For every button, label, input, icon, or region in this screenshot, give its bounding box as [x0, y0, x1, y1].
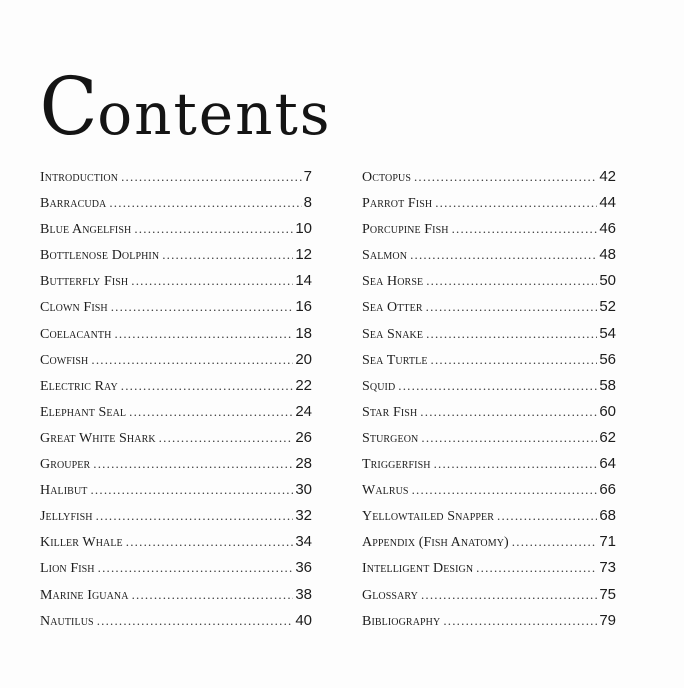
toc-entry-title: Cowfish	[40, 352, 89, 368]
toc-entry-page-number: 10	[295, 220, 312, 238]
dot-leader	[412, 482, 598, 498]
toc-entry-title: Salmon	[362, 248, 408, 264]
toc-entry-page-number: 50	[599, 272, 616, 290]
toc-entry-title: Sea Otter	[362, 300, 423, 316]
dot-leader	[109, 195, 301, 211]
toc-entry-title: Sturgeon	[362, 430, 419, 446]
toc-entry-page-number: 48	[599, 246, 616, 264]
toc-entry-title: Nautilus	[40, 613, 94, 629]
dot-leader	[443, 613, 597, 629]
toc-entry[interactable]	[362, 429, 616, 455]
toc-entry-page-number: 36	[295, 559, 312, 577]
toc-entry-page-number: 79	[599, 611, 616, 629]
dot-leader	[426, 326, 597, 342]
dot-leader	[91, 352, 293, 368]
dot-leader	[134, 221, 293, 237]
toc-entry[interactable]	[362, 246, 616, 272]
toc-entry-page-number: 60	[599, 402, 616, 420]
title-initial: C	[39, 59, 98, 153]
toc-entry-page-number: 8	[303, 194, 312, 212]
toc-entry[interactable]	[40, 351, 312, 377]
toc-entry-page-number: 38	[295, 585, 312, 603]
dot-leader	[421, 430, 597, 446]
toc-entry-title: Blue Angelfish	[40, 222, 132, 238]
toc-entry-title: Star Fish	[362, 404, 418, 420]
toc-entry-page-number: 30	[295, 481, 312, 499]
toc-entry-page-number: 28	[295, 455, 312, 473]
dot-leader	[420, 404, 597, 420]
dot-leader	[476, 560, 597, 576]
dot-leader	[121, 169, 302, 185]
dot-leader	[98, 560, 294, 576]
toc-entry[interactable]	[40, 272, 312, 298]
toc-entry[interactable]	[362, 586, 616, 612]
toc-entry-page-number: 75	[599, 585, 616, 603]
toc-entry-title: Lion Fish	[40, 561, 95, 577]
toc-entry-title: Sea Turtle	[362, 352, 428, 368]
toc-entry-title: Yellowtailed Snapper	[362, 509, 495, 525]
toc-entry-page-number: 12	[295, 246, 312, 264]
page-title	[38, 59, 332, 154]
dot-leader	[111, 299, 294, 315]
toc-entry-page-number: 20	[295, 350, 312, 368]
dot-leader	[131, 273, 293, 289]
dot-leader	[410, 247, 597, 263]
dot-leader	[452, 221, 598, 237]
toc-entry-title: Glossary	[362, 587, 418, 603]
toc-entry[interactable]	[362, 194, 616, 220]
toc-entry-page-number: 32	[295, 507, 312, 525]
toc-entry[interactable]	[362, 168, 616, 194]
toc-entry-page-number: 52	[599, 298, 616, 316]
toc-entry[interactable]	[362, 403, 616, 429]
toc-entry-page-number: 56	[599, 350, 616, 368]
dot-leader	[129, 404, 293, 420]
dot-leader	[121, 378, 294, 394]
toc-entry[interactable]	[40, 220, 312, 246]
toc-entry-title: Great White Shark	[40, 430, 156, 446]
toc-entry[interactable]	[362, 612, 616, 638]
toc-entry-page-number: 7	[303, 168, 312, 185]
toc-entry[interactable]	[362, 559, 616, 585]
toc-entry-page-number: 44	[599, 194, 616, 212]
dot-leader	[90, 482, 293, 498]
toc-entry[interactable]	[362, 507, 616, 533]
toc-entry-title: Porcupine Fish	[362, 222, 449, 238]
toc-entry-page-number: 73	[599, 559, 616, 577]
toc-entry-page-number: 22	[295, 376, 312, 394]
dot-leader	[421, 587, 597, 603]
toc-entry-title: Killer Whale	[40, 535, 123, 551]
toc-entry-title: Elephant Seal	[40, 404, 127, 420]
toc-entry-page-number: 66	[599, 481, 616, 499]
toc-entry[interactable]	[40, 246, 312, 272]
dot-leader	[126, 534, 294, 550]
toc-entry-page-number: 68	[599, 507, 616, 525]
toc-entry-page-number: 16	[295, 298, 312, 316]
toc-entry-title: Butterfly Fish	[40, 274, 129, 290]
toc-entry-title: Sea Horse	[362, 274, 424, 290]
toc-entry[interactable]	[40, 403, 312, 429]
dot-leader	[431, 352, 598, 368]
dot-leader	[93, 456, 293, 472]
toc-entry[interactable]	[362, 533, 616, 559]
toc-entry[interactable]	[40, 481, 312, 507]
toc-entry-page-number: 71	[599, 533, 616, 551]
toc-entry[interactable]	[362, 455, 616, 481]
toc-entry[interactable]	[362, 272, 616, 298]
toc-entry-page-number: 40	[295, 611, 312, 629]
toc-entry-title: Octopus	[362, 170, 411, 185]
toc-entry[interactable]	[40, 559, 312, 585]
toc-entry-title: Electric Ray	[40, 378, 118, 394]
toc-entry[interactable]	[40, 455, 312, 481]
toc-entry-title: Coelacanth	[40, 326, 112, 342]
toc-entry-page-number: 64	[599, 455, 616, 473]
toc-entry-title: Sea Snake	[362, 326, 424, 342]
toc-entry-page-number: 46	[599, 220, 616, 238]
toc-entry-page-number: 62	[599, 428, 616, 446]
toc-entry-title: Appendix (Fish Anatomy)	[362, 535, 509, 551]
toc-entry-title: Bottlenose Dolphin	[40, 248, 160, 264]
title-rest: ontents	[97, 79, 332, 148]
dot-leader	[398, 378, 597, 394]
toc-entry-title: Parrot Fish	[362, 196, 433, 212]
dot-leader	[159, 430, 294, 446]
toc-entry-title: Jellyfish	[40, 509, 93, 525]
dot-leader	[435, 195, 597, 211]
toc-entry[interactable]	[40, 612, 312, 638]
toc-entry-page-number: 42	[599, 168, 616, 185]
toc-entry[interactable]	[40, 325, 312, 351]
toc-entry[interactable]	[40, 194, 312, 220]
toc-entry-title: Intelligent Design	[362, 561, 474, 577]
toc-entry[interactable]	[362, 220, 616, 246]
toc-left-column	[40, 168, 312, 638]
dot-leader	[512, 534, 598, 550]
toc-entry[interactable]	[40, 298, 312, 324]
toc-entry[interactable]	[362, 325, 616, 351]
toc-entry[interactable]	[362, 351, 616, 377]
dot-leader	[114, 326, 293, 342]
toc-entry-title: Introduction	[40, 170, 119, 185]
toc-entry-title: Barracuda	[40, 196, 107, 212]
dot-leader	[414, 169, 597, 185]
toc-entry[interactable]	[362, 298, 616, 324]
toc-entry-title: Squid	[362, 378, 396, 394]
toc-entry[interactable]	[362, 481, 616, 507]
toc-entry-title: Marine Iguana	[40, 587, 129, 603]
toc-entry[interactable]	[40, 533, 312, 559]
toc-entry-page-number: 14	[295, 272, 312, 290]
toc-entry[interactable]	[40, 377, 312, 403]
toc-right-column	[362, 168, 616, 638]
toc-entry[interactable]	[40, 586, 312, 612]
toc-entry[interactable]	[362, 377, 616, 403]
toc-entry-title: Bibliography	[362, 613, 441, 629]
toc-entry-page-number: 58	[599, 376, 616, 394]
dot-leader	[434, 456, 598, 472]
dot-leader	[426, 273, 597, 289]
dot-leader	[96, 508, 294, 524]
toc-entry-page-number: 26	[295, 428, 312, 446]
toc-entry-page-number: 34	[295, 533, 312, 551]
toc-entry-title: Grouper	[40, 457, 91, 473]
toc-entry-title: Walrus	[362, 483, 409, 499]
toc-entry-page-number: 24	[295, 402, 312, 420]
toc-entry[interactable]	[40, 429, 312, 455]
dot-leader	[497, 508, 597, 524]
toc-entry-page-number: 54	[599, 324, 616, 342]
toc-entry-page-number: 18	[295, 324, 312, 342]
dot-leader	[426, 299, 598, 315]
toc-entry-title: Clown Fish	[40, 300, 108, 316]
dot-leader	[162, 247, 293, 263]
toc-entry-title: Halibut	[40, 483, 88, 499]
toc-entry[interactable]	[40, 168, 312, 194]
dot-leader	[97, 613, 294, 629]
toc-entry-title: Triggerfish	[362, 457, 431, 473]
toc-entry[interactable]	[40, 507, 312, 533]
dot-leader	[132, 587, 294, 603]
